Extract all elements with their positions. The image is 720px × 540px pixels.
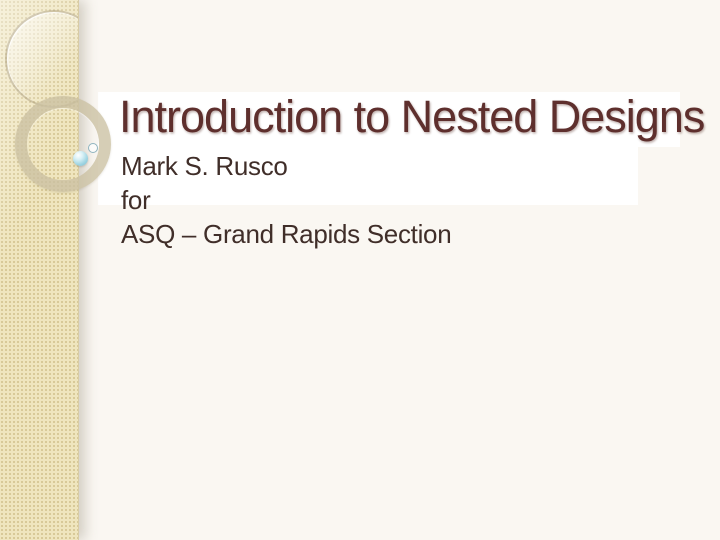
subtitle-line-author: Mark S. Rusco xyxy=(121,151,288,181)
slide-title: Introduction to Nested Designs xyxy=(119,91,705,142)
subtitle-line-for: for xyxy=(121,185,151,215)
subtitle-line-organization: ASQ – Grand Rapids Section xyxy=(121,219,452,249)
theme-side-strip xyxy=(0,0,79,540)
glossy-sphere-decoration xyxy=(73,151,88,166)
large-circle-decoration xyxy=(5,10,79,108)
small-circle-decoration xyxy=(88,143,98,153)
slide-subtitle xyxy=(121,149,451,251)
